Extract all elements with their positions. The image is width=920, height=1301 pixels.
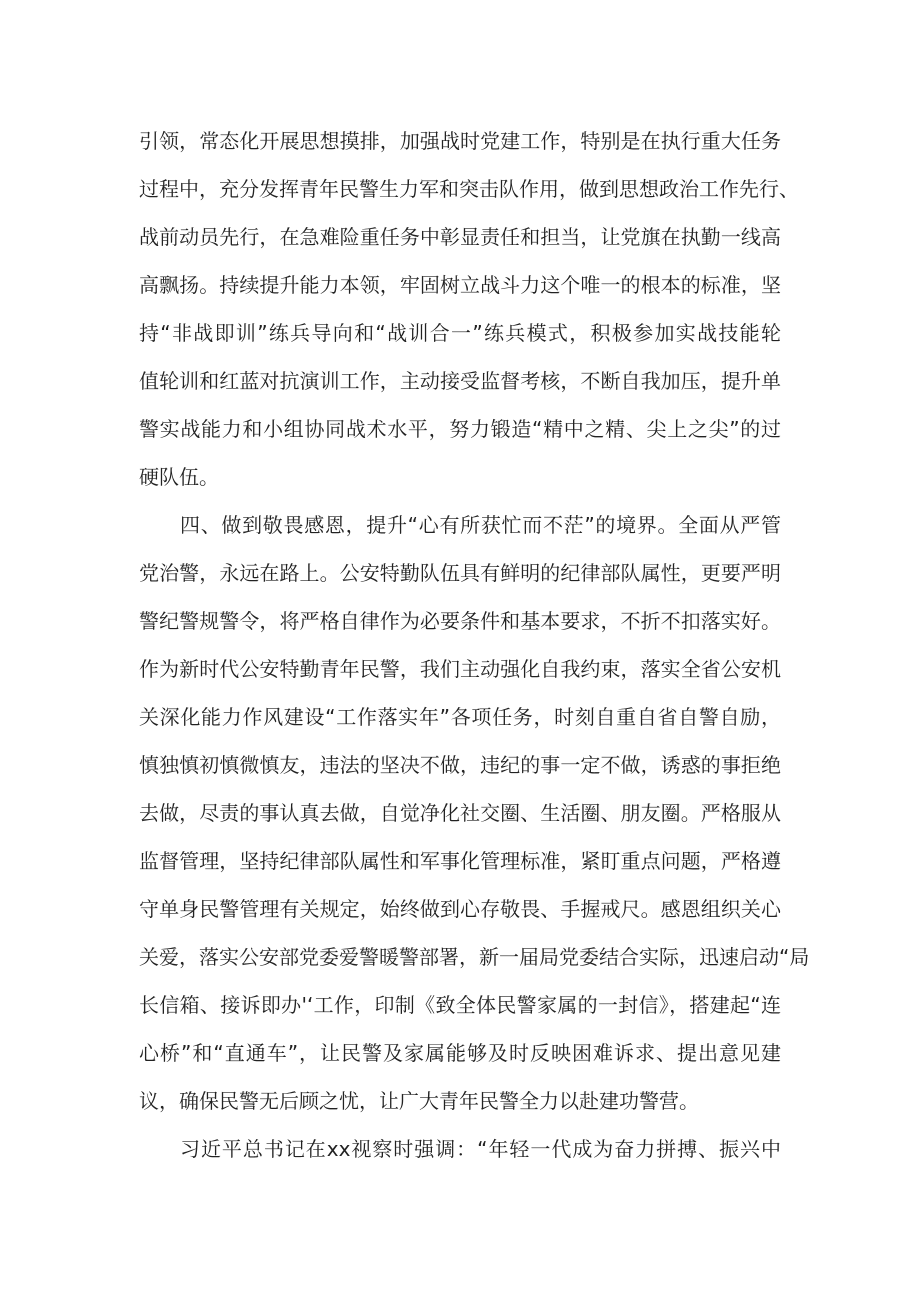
paragraph-line: 党治警，永远在路上。公安特勤队伍具有鲜明的纪律部队属性，更要严明 — [139, 561, 781, 585]
paragraph-line: 高飘扬。持续提升能力本领，牢固树立战斗力这个唯一的根本的标准，坚 — [139, 273, 781, 297]
section-heading-line: 四、做到敬畏感恩，提升“心有所获忙而不茫”的境界。全面从严管 — [180, 513, 781, 537]
paragraph-line: 议，确保民警无后顾之忧，让广大青年民警全力以赴建功警营。 — [139, 1089, 699, 1113]
paragraph-line: 硬队伍。 — [139, 465, 219, 489]
paragraph-line: 去做，尽责的事认真去做，自觉净化社交圈、生活圈、朋友圈。严格服从 — [139, 801, 781, 825]
paragraph-line: 值轮训和红蓝对抗演训工作，主动接受监督考核，不断自我加压，提升单 — [139, 369, 781, 393]
paragraph-line: 心桥”和“直通车”，让民警及家属能够及时反映困难诉求、提出意见建 — [139, 1041, 781, 1065]
paragraph-line: 长信箱、接诉即办'‘工作，印制《致全体民警家属的一封信》，搭建起“连 — [139, 993, 781, 1017]
paragraph-line: 关爱，落实公安部党委爱警暖警部署，新一届局党委结合实际，迅速启动“局 — [139, 945, 810, 969]
paragraph-line: 关深化能力作风建设“工作落实年”各项任务，时刻自重自省自警自励， — [139, 705, 781, 729]
paragraph-line: 持“非战即训”练兵导向和“战训合一”练兵模式，积极参加实战技能轮 — [139, 321, 781, 345]
paragraph-line: 警实战能力和小组协同战术水平，努力锻造“精中之精、尖上之尖”的过 — [139, 417, 781, 441]
paragraph-line: 慎独慎初慎微慎友，违法的坚决不做，违纪的事一定不做，诱惑的事拒绝 — [139, 753, 781, 777]
paragraph-line: 作为新时代公安特勤青年民警，我们主动强化自我约束，落实全省公安机 — [139, 657, 781, 681]
paragraph-line: 战前动员先行，在急难险重任务中彰显责任和担当，让党旗在执勤一线高 — [139, 225, 781, 249]
paragraph-line: 守单身民警管理有关规定，始终做到心存敬畏、手握戒尺。感恩组织关心 — [139, 897, 781, 921]
paragraph-line: 警纪警规警令，将严格自律作为必要条件和基本要求，不折不扣落实好。 — [139, 609, 781, 633]
paragraph-line: 过程中，充分发挥青年民警生力军和突击队作用，做到思想政治工作先行、 — [139, 177, 799, 201]
paragraph-line: 引领，常态化开展思想摸排，加强战时党建工作，特别是在执行重大任务 — [139, 129, 781, 153]
paragraph-line: 监督管理，坚持纪律部队属性和军事化管理标准，紧盯重点问题，严格遵 — [139, 849, 781, 873]
paragraph-line: 习近平总书记在xx视察时强调：“年轻一代成为奋力拼搏、振兴中 — [180, 1137, 781, 1161]
